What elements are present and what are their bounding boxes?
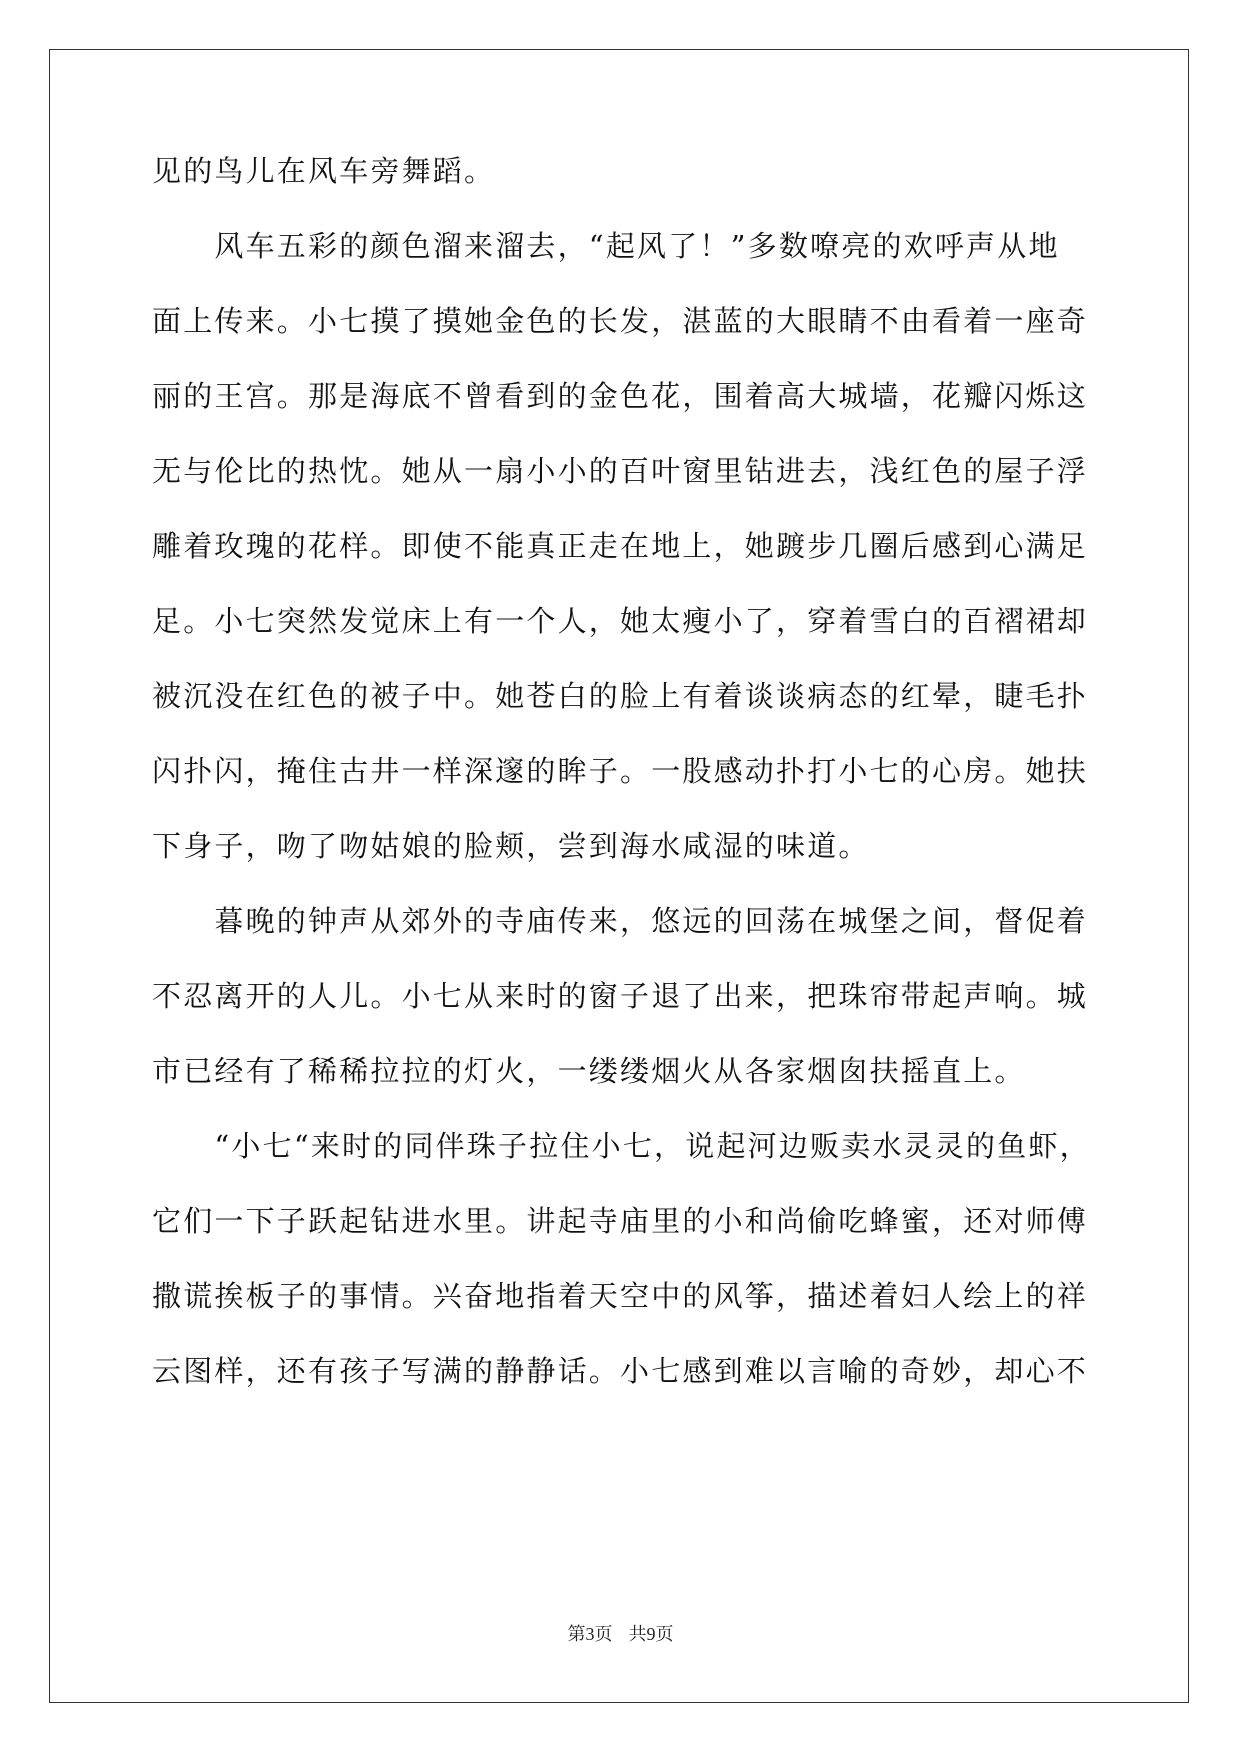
text-line: 它们一下子跃起钻进水里。讲起寺庙里的小和尚偷吃蜂蜜，还对师傅	[152, 1204, 1089, 1238]
text-line: 无与伦比的热忱。她从一扇小小的百叶窗里钻进去，浅红色的屋子浮	[152, 454, 1089, 488]
text-line: 风车五彩的颜色溜来溜去，“起风了！”多数嘹亮的欢呼声从地	[152, 229, 1060, 263]
text-line: 不忍离开的人儿。小七从来时的窗子退了出来，把珠帘带起声响。城	[152, 979, 1089, 1013]
text-line: “小七“来时的同伴珠子拉住小七，说起河边贩卖水灵灵的鱼虾，	[152, 1129, 1091, 1163]
text-line: 暮晚的钟声从郊外的寺庙传来，悠远的回荡在城堡之间，督促着	[152, 904, 1089, 938]
text-line: 面上传来。小七摸了摸她金色的长发，湛蓝的大眼睛不由看着一座奇	[152, 304, 1089, 338]
text-line: 见的鸟儿在风车旁舞蹈。	[152, 154, 496, 188]
text-line: 下身子，吻了吻姑娘的脸颊，尝到海水咸湿的味道。	[152, 829, 870, 863]
page-suffix: 页	[594, 1624, 613, 1645]
text-line: 足。小七突然发觉床上有一个人，她太瘦小了，穿着雪白的百褶裙却	[152, 604, 1089, 638]
page-prefix: 第	[567, 1624, 586, 1645]
page-footer	[0, 1622, 1241, 1647]
text-line: 闪扑闪，掩住古井一样深邃的眸子。一股感动扑打小七的心房。她扶	[152, 754, 1089, 788]
total-prefix: 共	[628, 1624, 647, 1645]
page-current: 3	[585, 1624, 595, 1644]
text-line: 雕着玫瑰的花样。即使不能真正走在地上，她踱步几圈后感到心满足	[152, 529, 1089, 563]
text-line: 云图样，还有孩子写满的静静话。小七感到难以言喻的奇妙，却心不	[152, 1354, 1089, 1388]
text-line: 市已经有了稀稀拉拉的灯火，一缕缕烟火从各家烟囱扶摇直上。	[152, 1054, 1026, 1088]
page-total: 9	[646, 1624, 656, 1644]
total-suffix: 页	[655, 1624, 674, 1645]
text-line: 丽的王宫。那是海底不曾看到的金色花，围着高大城墙，花瓣闪烁这	[152, 379, 1089, 413]
text-line: 撒谎挨板子的事情。兴奋地指着天空中的风筝，描述着妇人绘上的祥	[152, 1279, 1089, 1313]
text-line: 被沉没在红色的被子中。她苍白的脸上有着谈谈病态的红晕，睫毛扑	[152, 679, 1089, 713]
